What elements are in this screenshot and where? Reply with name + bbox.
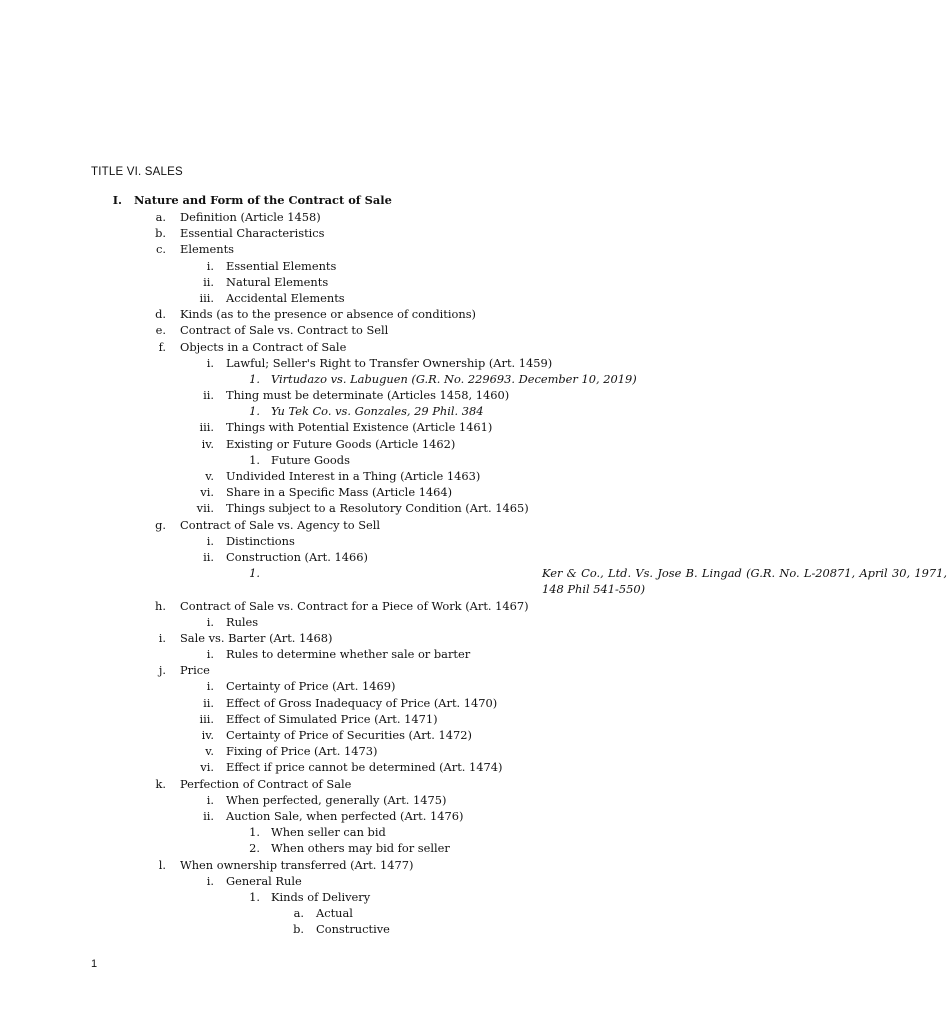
outline-text: Kinds (as to the presence or absence of conditions) [180,307,476,322]
outline-item-level-2 [0,355,768,371]
outline-text: When seller can bid [271,825,386,840]
outline-item-level-3 [0,824,768,840]
outline-item-level-2 [0,290,768,306]
outline-text: Actual [316,906,353,921]
outline-item-level-1 [0,857,768,873]
outline-marker: ii. [203,274,214,289]
outline-item-level-2 [0,695,768,711]
outline-text: Certainty of Price of Securities (Art. 1472) [226,728,472,743]
outline-text: Certainty of Price (Art. 1469) [226,679,396,694]
outline-item-level-2 [0,711,768,727]
outline-text: Accidental Elements [226,290,345,305]
outline-marker: 1. [249,452,260,467]
outline-marker: b. [155,226,166,241]
outline-marker: b. [293,922,304,937]
outline-item-level-2 [0,873,768,889]
outline-text: Auction Sale, when perfected (Art. 1476) [226,808,464,823]
outline-text: Contract of Sale vs. Contract for a Piece of Work (Art. 1467) [180,598,529,613]
outline-text: Contract of Sale vs. Contract to Sell [180,323,389,338]
outline-item-level-2 [0,484,768,500]
outline-marker: 1. [249,404,260,419]
outline-item-level-1 [0,306,768,322]
outline-marker: ii. [203,695,214,710]
outline-item-level-1 [0,241,768,257]
outline-item-level-2 [0,727,768,743]
outline-text: Existing or Future Goods (Article 1462) [226,436,456,451]
outline-text: When perfected, generally (Art. 1475) [226,792,447,807]
outline-marker: a. [155,210,166,224]
outline-marker: k. [155,776,166,791]
outline-text: Lawful; Seller's Right to Transfer Ownership (Art. 1459) [226,355,553,370]
outline-item-level-2 [0,274,768,290]
outline-marker: i. [206,679,214,694]
outline-text: Kinds of Delivery [271,889,371,904]
outline-marker: vii. [196,501,214,516]
outline-text: Essential Elements [226,258,337,273]
outline-marker: d. [155,307,166,322]
outline-text: Share in a Specific Mass (Article 1464) [226,485,453,500]
outline-item-level-1 [0,209,768,225]
outline-item-level-2 [0,614,768,630]
outline-text: Things with Potential Existence (Article 1461) [226,420,493,435]
outline-item-level-2 [0,500,768,516]
outline-item-level-2 [0,678,768,694]
outline-marker: e. [155,323,166,338]
outline-marker: 2. [249,841,260,856]
outline-marker: i. [206,873,214,888]
outline-marker: iv. [201,728,214,743]
outline-text: Things subject to a Resolutory Condition (Art. 1465) [226,501,529,516]
outline-marker: i. [206,355,214,370]
outline-marker: 1. [249,889,260,904]
outline-text: Sale vs. Barter (Art. 1468) [180,630,333,645]
outline-marker: vi. [200,485,214,500]
outline-item-level-2 [0,468,768,484]
outline-item-level-1 [0,225,768,241]
outline-item-level-2 [0,646,768,662]
outline-marker: I. [112,193,122,207]
outline-text: Future Goods [271,452,350,467]
outline-marker: v. [205,744,214,759]
outline-text: When ownership transferred (Art. 1477) [180,857,414,872]
outline-item-level-3 [0,840,768,856]
outline-text: Natural Elements [226,274,329,289]
outline-marker: g. [155,517,166,532]
outline-text: Effect if price cannot be determined (Art. 1474) [226,760,503,775]
outline-text: Virtudazo vs. Labuguen (G.R. No. 229693. December 10, 2019) [271,371,637,386]
outline-item-level-2 [0,533,768,549]
outline-item-level-3 [0,889,768,905]
outline-marker: i. [206,647,214,662]
outline-marker: ii. [203,388,214,403]
outline-marker: 1. [249,566,260,581]
outline-text: Yu Tek Co. vs. Gonzales, 29 Phil. 384 [271,404,484,419]
outline-marker: vi. [200,760,214,775]
outline-text: Rules to determine whether sale or barter [226,647,471,662]
outline-marker: h. [155,598,166,613]
outline-text: Nature and Form of the Contract of Sale [134,193,392,207]
outline-item-level-3 [0,452,768,468]
outline-marker: iv. [201,436,214,451]
outline-item-level-2 [0,258,768,274]
outline-item-level-1 [0,776,768,792]
outline-item-level-1 [0,630,768,646]
document-title: TITLE VI. SALES [91,166,183,178]
outline-marker: i. [158,630,166,645]
outline-item-level-1 [0,662,768,678]
outline-item-level-3 [0,403,768,419]
outline-marker: i. [206,614,214,629]
outline-text: Objects in a Contract of Sale [180,339,347,354]
outline-item-level-1 [0,322,768,338]
outline-marker: 1. [249,371,260,386]
outline-text: Definition (Article 1458) [180,210,321,224]
outline-item-level-2 [0,792,768,808]
outline-text: Constructive [316,922,390,937]
outline-item-level-2 [0,743,768,759]
outline-item-level-2 [0,387,768,403]
outline-item-level-2 [0,436,768,452]
outline-marker: ii. [203,808,214,823]
outline-marker: l. [158,857,166,872]
outline-text: Construction (Art. 1466) [226,549,368,564]
outline-text: Undivided Interest in a Thing (Article 1463) [226,469,481,483]
outline-item-level-1 [0,339,768,355]
outline-marker: ii. [203,549,214,564]
outline-item-level-2 [0,419,768,435]
outline-item-level-4 [0,921,768,937]
outline-marker: a. [293,906,304,921]
outline-marker: i. [206,533,214,548]
outline-item-level-4 [0,905,768,921]
outline-item-level-0 [0,192,768,209]
outline-text: Elements [180,242,234,257]
outline-text: Rules [226,614,259,629]
outline-marker: i. [206,258,214,273]
outline-item-level-2 [0,808,768,824]
outline-item-level-2 [0,759,768,775]
page-number: 1 [91,958,98,970]
outline-marker: 1. [249,825,260,840]
outline-text: General Rule [226,873,302,888]
outline-list [0,192,947,937]
outline-marker: iii. [199,420,214,435]
outline-marker: c. [155,242,166,257]
outline-text: Perfection of Contract of Sale [180,776,352,791]
outline-item-level-1 [0,517,768,533]
outline-item-level-1 [0,598,768,614]
outline-marker: iii. [199,711,214,726]
outline-marker: f. [158,339,166,354]
outline-marker: v. [205,469,214,483]
outline-text: When others may bid for seller [271,841,450,856]
outline-item-level-3 [0,565,947,597]
outline-text: Effect of Simulated Price (Art. 1471) [226,711,438,726]
outline-text: Effect of Gross Inadequacy of Price (Art. 1470) [226,695,498,710]
outline-text: Price [180,663,210,678]
outline-marker: j. [158,663,166,678]
outline-text: Ker & Co., Ltd. Vs. Jose B. Lingad (G.R. No. L-20871, April 30, 1971, 148 Phil 541-550) [542,566,947,597]
outline-marker: iii. [199,290,214,305]
outline-item-level-3 [0,371,768,387]
outline-text: Fixing of Price (Art. 1473) [226,744,378,759]
outline-text: Distinctions [226,533,295,548]
outline-text: Essential Characteristics [180,226,325,241]
outline-text: Contract of Sale vs. Agency to Sell [180,517,381,532]
outline-text: Thing must be determinate (Articles 1458, 1460) [226,388,510,403]
outline-item-level-2 [0,549,768,565]
outline-marker: i. [206,792,214,807]
